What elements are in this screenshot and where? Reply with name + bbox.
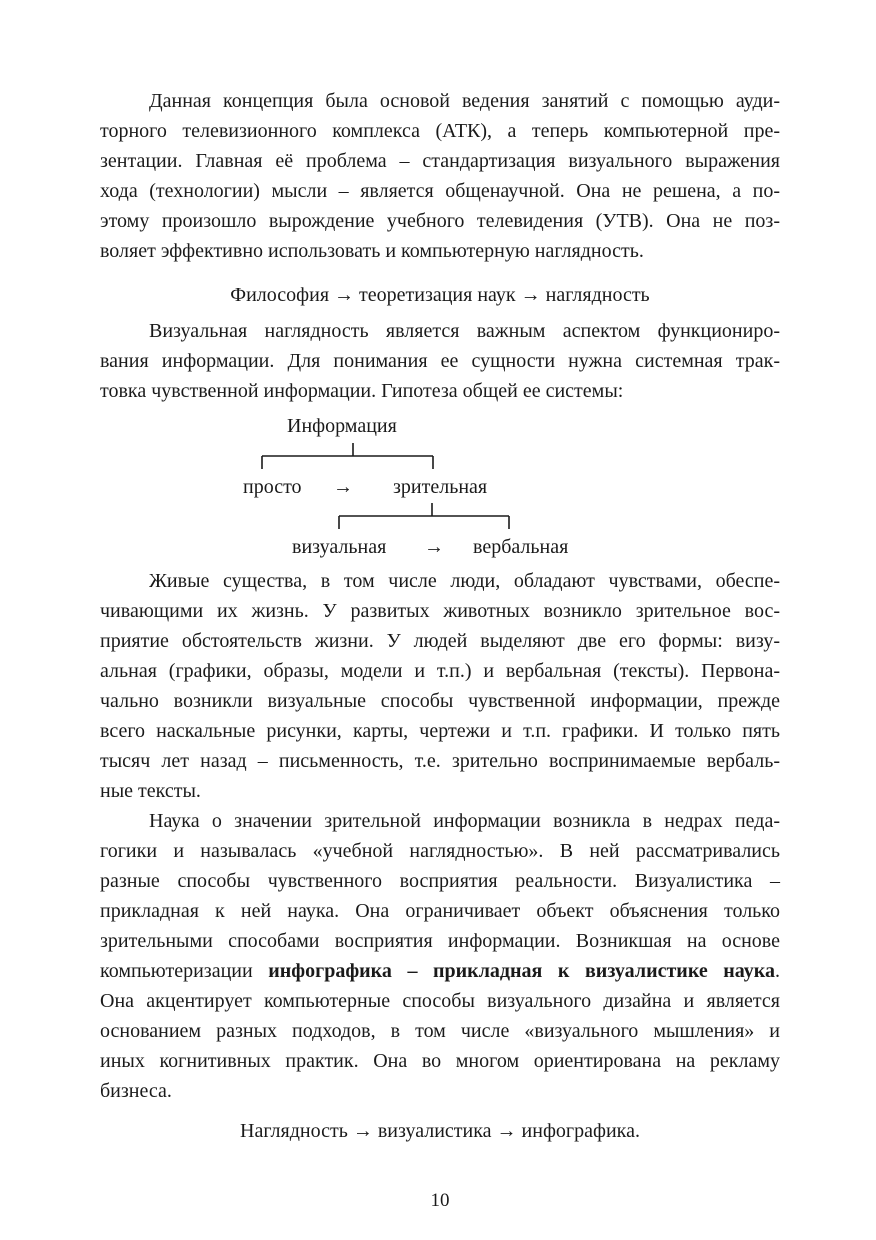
p3-line-1: Живые существа, в том числе люди, обладают чувствами, обеспе- — [149, 570, 780, 592]
p4-line-5: зрительными способами восприятия информации. Возникшая на основе — [100, 930, 780, 952]
p1-line-1: Данная концепция была основой ведения занятий с помощью ауди- — [149, 90, 780, 112]
p3-line-6: всего наскальные рисунки, карты, чертежи и т.п. графики. И только пять — [100, 720, 780, 742]
p3-line-3: приятие обстоятельств жизни. У людей выделяют две его формы: визу- — [100, 630, 780, 652]
p1-line-2: торного телевизионного комплекса (АТК), а теперь компьютерной пре- — [100, 120, 780, 142]
diagram-arrow-1: → — [333, 476, 353, 498]
diagram-root: Информация — [287, 415, 397, 437]
p1-line-6: воляет эффективно использовать и компьютерную наглядность. — [100, 240, 644, 262]
p4-line-3: разные способы чувственного восприятия реальности. Визуалистика – — [100, 870, 780, 892]
p1-line-4: хода (технологии) мысли – является общенаучной. Она не решена, а по- — [100, 180, 780, 202]
diagram-sub-left: визуальная — [292, 536, 387, 558]
p1-line-5: этому произошло вырождение учебного телевидения (УТВ). Она не поз- — [100, 210, 780, 232]
diagram-left: просто — [243, 476, 302, 498]
p4-bold-after: . — [775, 960, 780, 982]
p2-line-2: вания информации. Для понимания ее сущности нужна системная трак- — [100, 350, 780, 372]
p4-bold-before: компьютеризации — [100, 960, 269, 982]
p4-line-10: бизнеса. — [100, 1080, 172, 1102]
p4-line-4: прикладная к ней наука. Она ограничивает объект объяснения только — [100, 900, 780, 922]
p4-line-6 — [100, 958, 780, 984]
page-number: 10 — [430, 1190, 450, 1211]
p4-line-9: иных когнитивных практик. Она во многом ориентирована на рекламу — [100, 1050, 780, 1072]
p2-line-3: товка чувственной информации. Гипотеза общей ее системы: — [100, 380, 624, 402]
p3-line-8: ные тексты. — [100, 780, 201, 802]
p3-line-7: тысяч лет назад – письменность, т.е. зрительно воспринимаемые вербаль- — [100, 750, 780, 772]
p3-line-5: чально возникли визуальные способы чувственной информации, прежде — [100, 690, 780, 712]
p1-line-3: зентации. Главная её проблема – стандартизация визуального выражения — [100, 150, 780, 172]
diagram-arrow-2: → — [424, 536, 444, 558]
p4-line-8: основанием разных подходов, в том числе «визуального мышления» и — [100, 1020, 780, 1042]
p4-line-1: Наука о значении зрительной информации возникла в недрах педа- — [149, 810, 780, 832]
p4-line-7: Она акцентирует компьютерные способы визуального дизайна и является — [100, 990, 780, 1012]
diagram-right: зрительная — [393, 476, 488, 498]
p4-line-2: гогики и называлась «учебной наглядностью». В ней рассматривались — [100, 840, 780, 862]
formula-visual: Наглядность → визуалистика → инфографика. — [240, 1120, 640, 1142]
formula-philosophy: Философия → теоретизация наук → наглядность — [230, 284, 650, 306]
infographics-definition: инфографика – прикладная к визуалистике наука — [268, 960, 775, 982]
p2-line-1: Визуальная наглядность является важным аспектом функциониро- — [149, 320, 780, 342]
p3-line-4: альная (графики, образы, модели и т.п.) и вербальная (тексты). Первона- — [100, 660, 780, 682]
diagram-sub-right: вербальная — [473, 536, 569, 558]
p3-line-2: чивающими их жизнь. У развитых животных возникло зрительное вос- — [100, 600, 780, 622]
